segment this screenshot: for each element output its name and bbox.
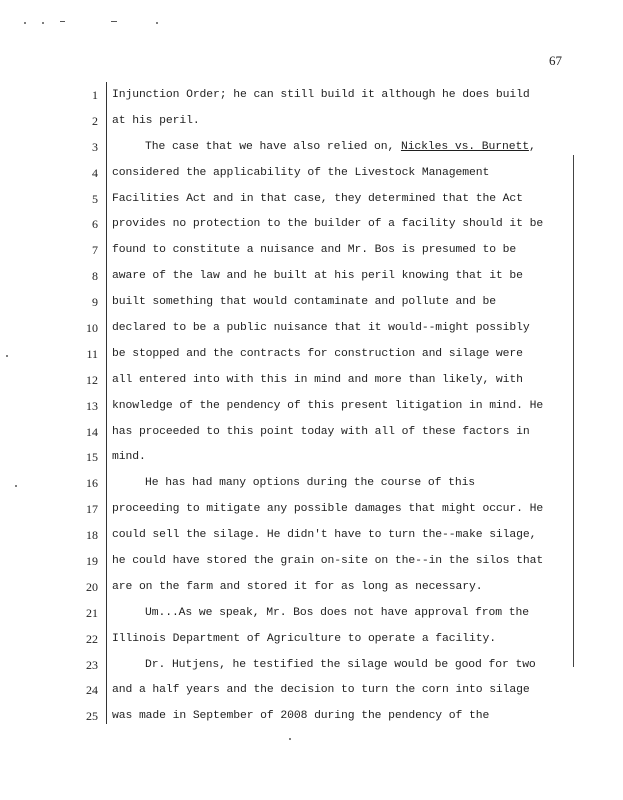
transcript-line xyxy=(112,138,567,164)
scan-speck xyxy=(6,355,8,357)
line-number: 11 xyxy=(86,346,98,361)
right-margin-rule xyxy=(573,155,574,667)
line-number: 10 xyxy=(86,321,98,336)
transcript-line: knowledge of the pendency of this present litigation in mind. He xyxy=(112,399,544,412)
scan-speck xyxy=(42,22,44,24)
scan-speck xyxy=(24,22,26,24)
transcript-line: could sell the silage. He didn't have to turn the--make silage, xyxy=(112,529,537,542)
transcript-line: be stopped and the contracts for construction and silage were xyxy=(112,347,523,360)
line-number: 1 xyxy=(92,88,98,102)
line-number: 22 xyxy=(86,631,98,646)
line-number: 15 xyxy=(86,450,98,465)
line-number: 21 xyxy=(86,605,98,620)
page-number: 67 xyxy=(549,53,562,68)
left-margin-rule xyxy=(106,82,107,724)
transcript-line: Injunction Order; he can still build it although he does build xyxy=(112,89,530,101)
transcript-line: has proceeded to this point today with all of these factors in xyxy=(112,425,530,438)
transcript-line: provides no protection to the builder of a facility should it be xyxy=(112,218,544,231)
scan-speck xyxy=(289,738,291,740)
transcript-line: Dr. Hutjens, he testified the silage would be good for two xyxy=(145,658,536,671)
transcript-line: at his peril. xyxy=(112,114,200,127)
line-number: 16 xyxy=(86,476,98,491)
line-number: 24 xyxy=(86,683,98,698)
transcript-line: he could have stored the grain on-site on the--in the silos that xyxy=(112,555,544,568)
line-text: The case that we have also relied on, xyxy=(145,140,401,153)
line-number: 7 xyxy=(92,243,98,258)
transcript-line: was made in September of 2008 during the pendency of the xyxy=(112,710,490,723)
line-number: 17 xyxy=(86,502,98,517)
line-number: 23 xyxy=(86,657,98,672)
transcript-line: are on the farm and stored it for as long as necessary. xyxy=(112,580,483,593)
line-number: 6 xyxy=(92,217,98,232)
transcript-line: aware of the law and he built at his peril knowing that it be xyxy=(112,270,523,283)
line-number: 14 xyxy=(86,424,98,439)
transcript-line: found to constitute a nuisance and Mr. Bos is presumed to be xyxy=(112,244,517,257)
transcript-line: and a half years and the decision to turn the corn into silage xyxy=(112,684,530,697)
line-number: 20 xyxy=(86,579,98,594)
scan-speck xyxy=(111,21,117,22)
line-number: 12 xyxy=(86,372,98,387)
transcript-line: proceeding to mitigate any possible damages that might occur. He xyxy=(112,503,544,516)
line-number: 13 xyxy=(86,398,98,413)
line-text: , xyxy=(528,140,536,153)
line-number: 2 xyxy=(92,113,98,128)
scan-speck xyxy=(15,485,17,487)
line-number: 9 xyxy=(92,295,98,310)
transcript-line: considered the applicability of the Livestock Management xyxy=(112,166,490,179)
scan-speck xyxy=(60,21,65,22)
case-citation: Nickles vs. Burnett xyxy=(400,140,529,153)
line-number: 8 xyxy=(92,269,98,284)
transcript-line: mind. xyxy=(112,451,146,464)
transcript-line: declared to be a public nuisance that it would--might possibly xyxy=(112,322,530,335)
line-number: 5 xyxy=(92,191,98,206)
transcript-line: all entered into with this in mind and more than likely, with xyxy=(112,373,523,386)
transcript-line: built something that would contaminate and pollute and be xyxy=(112,296,496,309)
line-number-column xyxy=(72,86,98,733)
line-number: 4 xyxy=(92,165,98,180)
scan-speck xyxy=(156,22,158,24)
transcript-line: Um...As we speak, Mr. Bos does not have approval from the xyxy=(145,606,529,619)
transcript-line: Illinois Department of Agriculture to operate a facility. xyxy=(112,632,496,645)
line-number: 19 xyxy=(86,554,98,569)
transcript-line: Facilities Act and in that case, they determined that the Act xyxy=(112,192,523,205)
transcript-text xyxy=(112,86,567,733)
line-number: 25 xyxy=(86,709,98,724)
transcript-line: He has had many options during the course of this xyxy=(145,477,476,490)
line-number: 3 xyxy=(92,139,98,154)
line-number: 18 xyxy=(86,528,98,543)
